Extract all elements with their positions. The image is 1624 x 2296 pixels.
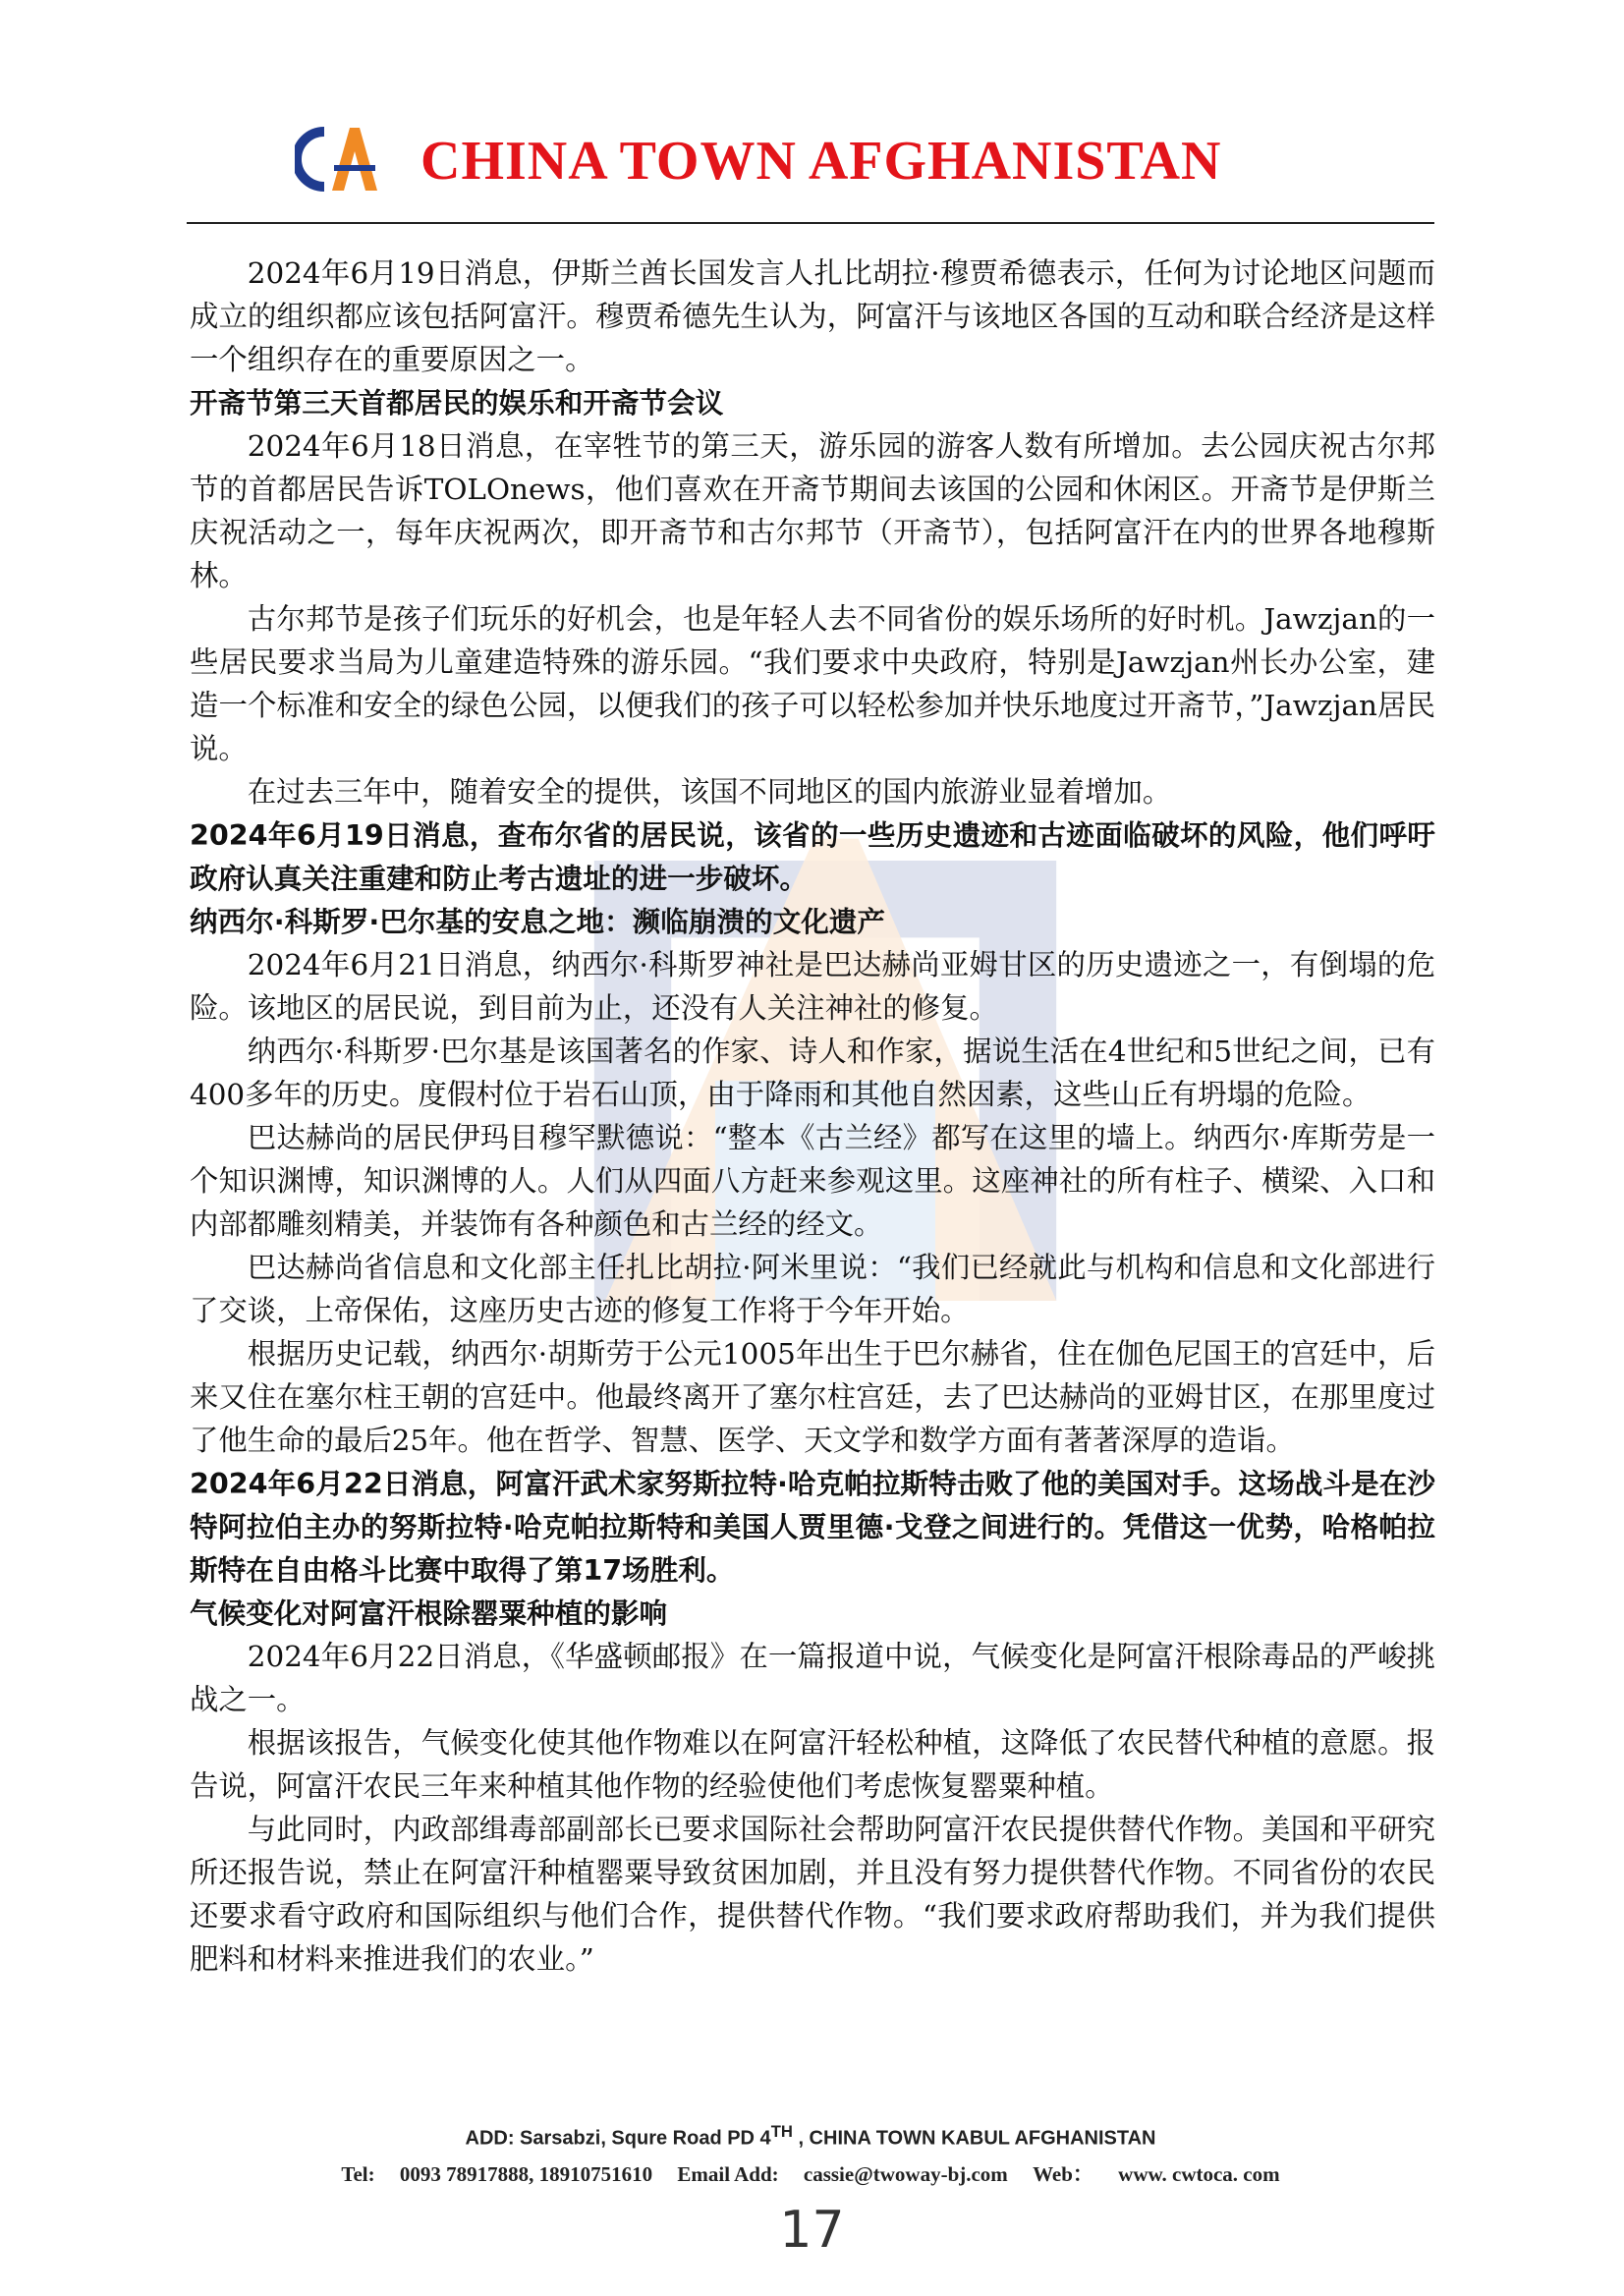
news-lead: 2024年6月19日消息，查布尔省的居民说，该省的一些历史遗迹和古迹面临破坏的风险，他们呼吁政府认真关注重建和防止考古遗址的进一步破坏。 bbox=[190, 818, 1435, 895]
paragraph: 在过去三年中，随着安全的提供，该国不同地区的国内旅游业显着增加。 bbox=[247, 775, 1172, 809]
paragraph: 2024年6月19日消息，伊斯兰酋长国发言人扎比胡拉·穆贾希德表示，任何为讨论地区问题而成立的组织都应该包括阿富汗。穆贾希德先生认为，阿富汗与该地区各国的互动和联合经济是这样一个组织存在的重要原因之一。 bbox=[190, 256, 1435, 376]
page-footer bbox=[187, 2117, 1434, 2189]
page-number: 17 bbox=[779, 2201, 845, 2260]
paragraph: 根据该报告，气候变化使其他作物难以在阿富汗轻松种植，这降低了农民替代种植的意愿。报告说，阿富汗农民三年来种植其他作物的经验使他们考虑恢复罂粟种植。 bbox=[190, 1726, 1435, 1803]
section-heading: 气候变化对阿富汗根除罂粟种植的影响 bbox=[190, 1596, 668, 1630]
address-suffix: , CHINA TOWN KABUL AFGHANISTAN bbox=[792, 2127, 1156, 2150]
tel-value: 0093 78917888, 18910751610 bbox=[399, 2161, 653, 2186]
paragraph: 与此同时，内政部缉毒部副部长已要求国际社会帮助阿富汗农民提供替代作物。美国和平研究所还报告说，禁止在阿富汗种植罂粟导致贫困加剧，并且没有努力提供替代作物。不同省份的农民还要求看守政府和国际组织与他们合作，提供替代作物。“我们要求政府帮助我们，并为我们提供肥料和材料来推进我们的农业。” bbox=[190, 1813, 1435, 1976]
email-label: Email Add: bbox=[677, 2161, 779, 2186]
paragraph: 巴达赫尚的居民伊玛目穆罕默德说：“整本《古兰经》都写在这里的墙上。纳西尔·库斯劳是一个知识渊博，知识渊博的人。人们从四面八方赶来参观这里。这座神社的所有柱子、横梁、入口和内部都雕刻精美，并装饰有各种颜色和古兰经的经文。 bbox=[190, 1121, 1435, 1241]
email-value: cassie@twoway-bj.com bbox=[803, 2161, 1008, 2186]
tel-label: Tel: bbox=[341, 2161, 375, 2186]
article-body bbox=[190, 252, 1435, 1981]
section-heading: 纳西尔·科斯罗·巴尔基的安息之地：濒临崩溃的文化遗产 bbox=[190, 905, 885, 938]
section-heading: 开斋节第三天首都居民的娱乐和开斋节会议 bbox=[190, 386, 724, 420]
paragraph: 2024年6月22日消息，《华盛顿邮报》在一篇报道中说，气候变化是阿富汗根除毒品的严峻挑战之一。 bbox=[190, 1640, 1435, 1716]
paragraph: 根据历史记载，纳西尔·胡斯劳于公元1005年出生于巴尔赫省，住在伽色尼国王的宫廷中，后来又住在塞尔柱王朝的宫廷中。他最终离开了塞尔柱宫廷，去了巴达赫尚的亚姆甘区，在那里度过了他生命的最后25年。他在哲学、智慧、医学、天文学和数学方面有著著深厚的造诣。 bbox=[190, 1337, 1435, 1457]
paragraph: 2024年6月18日消息，在宰牲节的第三天，游乐园的游客人数有所增加。去公园庆祝古尔邦节的首都居民告诉TOLOnews，他们喜欢在开斋节期间去该国的公园和休闲区。开斋节是伊斯兰庆祝活动之一，每年庆祝两次，即开斋节和古尔邦节（开斋节），包括阿富汗在内的世界各地穆斯林。 bbox=[190, 429, 1435, 592]
paragraph: 2024年6月21日消息，纳西尔·科斯罗神社是巴达赫尚亚姆甘区的历史遗迹之一，有倒塌的危险。该地区的居民说，到目前为止，还没有人关注神社的修复。 bbox=[190, 948, 1435, 1025]
web-label: Web： bbox=[1033, 2161, 1093, 2186]
paragraph: 古尔邦节是孩子们玩乐的好机会，也是年轻人去不同省份的娱乐场所的好时机。Jawzjan的一些居民要求当局为儿童建造特殊的游乐园。“我们要求中央政府，特别是Jawzjan州长办公室，建造一个标准和安全的绿色公园，以便我们的孩子可以轻松参加并快乐地度过开斋节，”Jawzjan居民说。 bbox=[190, 602, 1435, 765]
header-divider bbox=[187, 222, 1434, 224]
address-prefix: ADD: Sarsabzi, Squre Road PD 4 bbox=[465, 2127, 771, 2150]
address-sup: TH bbox=[770, 2122, 793, 2141]
paragraph: 纳西尔·科斯罗·巴尔基是该国著名的作家、诗人和作家，据说生活在4世纪和5世纪之间，已有400多年的历史。度假村位于岩石山顶，由于降雨和其他自然因素，这些山丘有坍塌的危险。 bbox=[190, 1035, 1435, 1111]
web-value: www. cwtoca. com bbox=[1118, 2161, 1280, 2186]
news-lead: 2024年6月22日消息，阿富汗武术家努斯拉特·哈克帕拉斯特击败了他的美国对手。这场战斗是在沙特阿拉伯主办的努斯拉特·哈克帕拉斯特和美国人贾里德·戈登之间进行的。凭借这一优势，哈格帕拉斯特在自由格斗比赛中取得了第17场胜利。 bbox=[190, 1467, 1435, 1587]
china-town-logo bbox=[295, 120, 383, 198]
footer-contact bbox=[187, 2159, 1434, 2189]
paragraph: 巴达赫尚省信息和文化部主任扎比胡拉·阿米里说：“我们已经就此与机构和信息和文化部进行了交谈，上帝保佑，这座历史古迹的修复工作将于今年开始。 bbox=[190, 1251, 1435, 1327]
page-header bbox=[187, 116, 1434, 224]
footer-address bbox=[187, 2117, 1434, 2154]
page-title: CHINA TOWN AFGHANISTAN bbox=[420, 131, 1222, 192]
